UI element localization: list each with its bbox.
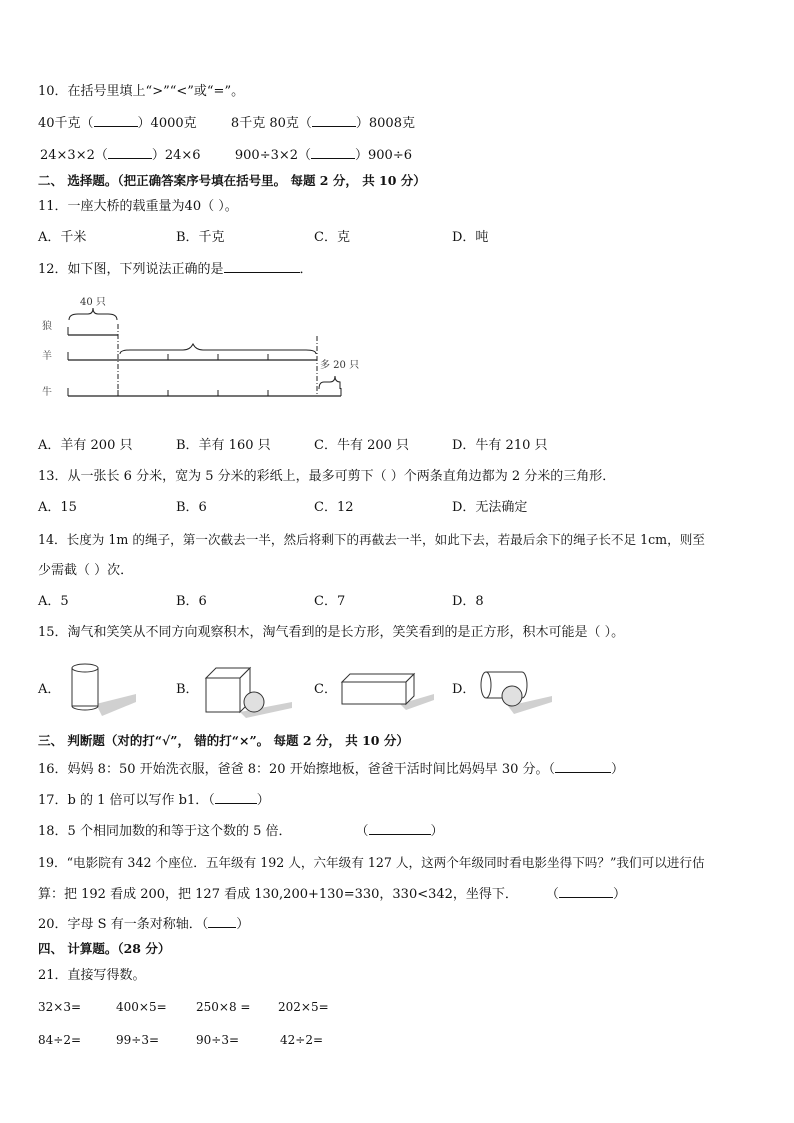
brace-sheep xyxy=(120,344,316,354)
calc-item: 90÷3= xyxy=(196,1033,240,1047)
q10-row2a-left: 24×3×2（ xyxy=(40,148,108,163)
q14-option-a[interactable]: A．5 xyxy=(38,594,69,609)
row-label-cattle: 牛 xyxy=(42,387,52,398)
q12-line-diagram xyxy=(38,294,378,404)
q11-option-b[interactable]: B．千克 xyxy=(176,230,225,245)
q12-option-d[interactable]: D．牛有 210 只 xyxy=(452,438,548,453)
q14-option-d[interactable]: D．8 xyxy=(452,594,484,609)
close-paren: ） xyxy=(612,887,626,902)
q12-stem-end: ． xyxy=(299,262,313,277)
label-more-20: 多 20 只 xyxy=(320,360,360,371)
q12-stem-text: 12．如下图，下列说法正确的是 xyxy=(38,262,224,277)
q10-row1b-left: 8千克 80克（ xyxy=(230,116,312,131)
answer-blank[interactable] xyxy=(312,114,356,127)
q12-option-b[interactable]: B．羊有 160 只 xyxy=(176,438,271,453)
answer-blank[interactable] xyxy=(369,822,431,835)
q11-option-a[interactable]: A．千米 xyxy=(38,230,87,245)
cube-with-ball-icon xyxy=(200,662,295,718)
q11-option-d[interactable]: D．吨 xyxy=(452,230,489,245)
section-4-heading: 四、 计算题。（28 分） xyxy=(38,941,171,956)
open-paren: （ xyxy=(355,824,369,839)
section-3-heading: 三、 判断题（对的打“√”， 错的打“×”。 每题 2 分， 共 10 分） xyxy=(38,733,409,748)
answer-blank[interactable] xyxy=(224,260,300,273)
q20 xyxy=(38,915,249,934)
answer-blank[interactable] xyxy=(555,760,611,773)
close-paren: ） xyxy=(256,793,270,808)
q13-option-a[interactable]: A．15 xyxy=(38,500,77,515)
close-paren: ） xyxy=(611,762,625,777)
q19-text: 算：把 192 看成 200，把 127 看成 130,200+130=330，330<342，坐得下． xyxy=(38,887,518,902)
calc-item: 99÷3= xyxy=(116,1033,160,1047)
cylinder-upright-icon xyxy=(66,660,136,718)
q13-option-c[interactable]: C．12 xyxy=(314,500,354,515)
q10-row2b-left: 900÷3×2（ xyxy=(234,148,312,163)
brace-40 xyxy=(69,308,117,320)
calc-item: 32×3= xyxy=(38,1000,82,1014)
q10-stem: 10．在括号里填上“>”“<”或“=”。 xyxy=(38,84,245,99)
q10-row1a-right: ）4000克 xyxy=(137,116,197,131)
q14-stem-line2: 少需截（ ）次． xyxy=(38,563,134,578)
q12-option-a[interactable]: A．羊有 200 只 xyxy=(38,438,133,453)
q10-row2 xyxy=(40,146,412,165)
q14-option-c[interactable]: C．7 xyxy=(314,594,346,609)
q10-row1 xyxy=(38,114,415,133)
answer-blank[interactable] xyxy=(208,915,236,928)
q13-option-d[interactable]: D．无法确定 xyxy=(452,500,528,515)
cylinder-lying-icon xyxy=(478,662,553,714)
q19-line1: 19．“电影院有 342 个座位．五年级有 192 人，六年级有 127 人，这两个年级同时看电影坐得下吗？”我们可以进行估 xyxy=(38,855,705,870)
calc-item: 400×5= xyxy=(116,1000,167,1014)
answer-blank[interactable] xyxy=(311,146,355,159)
row-label-sheep: 羊 xyxy=(42,351,52,362)
calc-item: 202×5= xyxy=(278,1000,329,1014)
answer-blank[interactable] xyxy=(108,146,152,159)
q20-text: 20．字母 S 有一条对称轴．（ xyxy=(38,917,209,932)
row-label-wolf: 狼 xyxy=(42,321,52,332)
q10-row2b-right: ）900÷6 xyxy=(355,148,412,163)
calc-item: 250×8 = xyxy=(196,1000,251,1014)
q15-stem: 15．淘气和笑笑从不同方向观察积木，淘气看到的是长方形，笑笑看到的是正方形，积木可能是（ ）。 xyxy=(38,625,625,640)
q13-stem: 13．从一张长 6 分米，宽为 5 分米的彩纸上，最多可剪下（ ）个两条直角边都为 2 分米的三角形． xyxy=(38,469,616,484)
q21-stem: 21．直接写得数。 xyxy=(38,968,146,983)
q13-option-b[interactable]: B．6 xyxy=(176,500,207,515)
answer-blank[interactable] xyxy=(94,114,138,127)
close-paren: ） xyxy=(430,824,444,839)
q14-option-b[interactable]: B．6 xyxy=(176,594,207,609)
q10-row1b-right: ）8008克 xyxy=(355,116,415,131)
open-paren: （ xyxy=(545,887,559,902)
q11-option-c[interactable]: C．克 xyxy=(314,230,350,245)
q12-stem xyxy=(38,260,313,279)
label-40: 40 只 xyxy=(80,297,106,308)
cuboid-icon xyxy=(340,670,435,710)
q15-option-d[interactable]: D． xyxy=(452,682,476,697)
answer-blank[interactable] xyxy=(215,791,257,804)
calc-item: 42÷2= xyxy=(280,1033,324,1047)
answer-blank[interactable] xyxy=(559,885,613,898)
q17-text: 17．b 的 1 倍可以写作 b1．（ xyxy=(38,793,215,808)
q16 xyxy=(38,760,624,779)
q18 xyxy=(38,822,444,841)
q15-option-a[interactable]: A． xyxy=(38,682,61,697)
q15-option-b[interactable]: B． xyxy=(176,682,199,697)
q10-row1a-left: 40千克（ xyxy=(38,116,94,131)
q16-text: 16．妈妈 8：50 开始洗衣服，爸爸 8：20 开始擦地板，爸爸干活时间比妈妈早 30 分。（ xyxy=(38,762,556,777)
q10-row2a-right: ）24×6 xyxy=(151,148,201,163)
section-2-heading: 二、 选择题。（把正确答案序号填在括号里。 每题 2 分， 共 10 分） xyxy=(38,173,426,188)
q15-option-c[interactable]: C． xyxy=(314,682,337,697)
q11-stem: 11．一座大桥的载重量为40（ ）。 xyxy=(38,199,238,214)
q17 xyxy=(38,791,270,810)
q18-text: 18．5 个相同加数的和等于这个数的 5 倍． xyxy=(38,824,292,839)
q12-option-c[interactable]: C．牛有 200 只 xyxy=(314,438,410,453)
brace-20 xyxy=(319,376,340,389)
calc-item: 84÷2= xyxy=(38,1033,82,1047)
close-paren: ） xyxy=(236,917,250,932)
q14-stem-line1: 14．长度为 1m 的绳子，第一次截去一半，然后将剩下的再截去一半，如此下去，若最后余下的绳子长不足 1cm，则至 xyxy=(38,532,705,547)
q19-line2 xyxy=(38,885,626,904)
